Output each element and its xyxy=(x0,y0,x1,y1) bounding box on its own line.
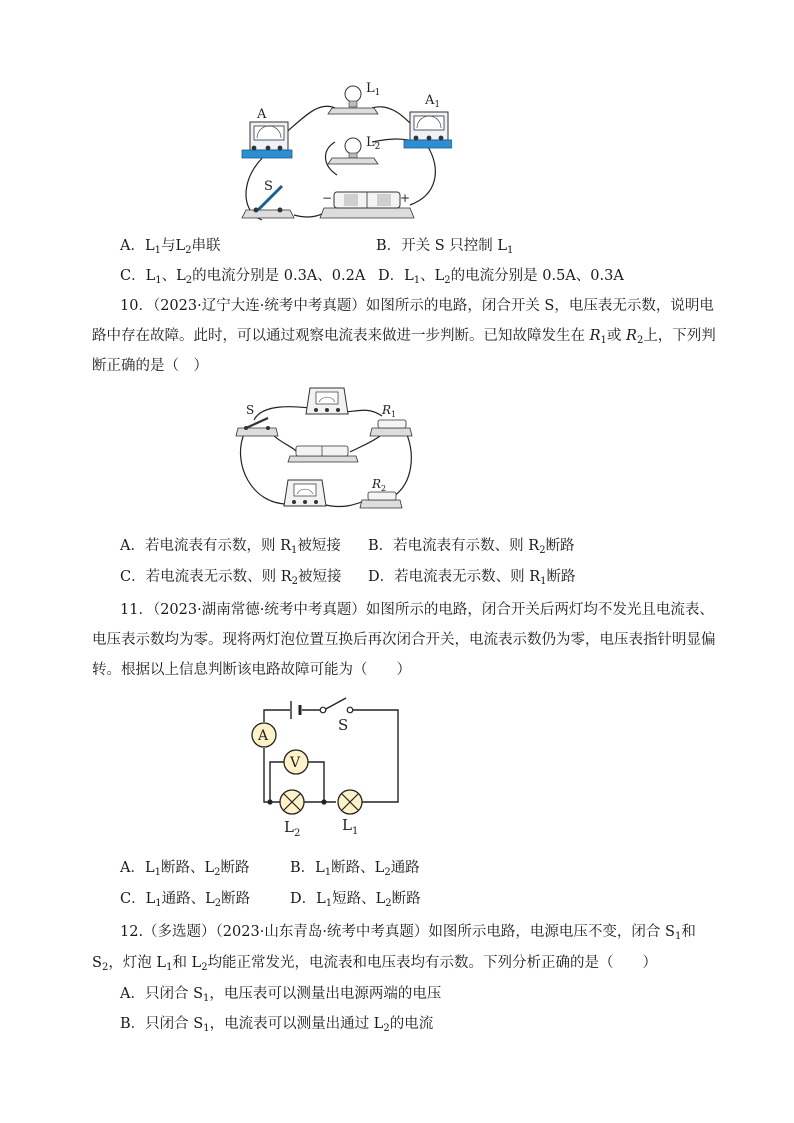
q10-stem-line2: 路中存在故障。此时，可以通过观察电流表来做进一步判断。已知故障发生在 $R_1$或 $R_2$上，下列判 xyxy=(92,328,716,346)
voltmeter-icon xyxy=(306,388,348,414)
svg-text:L2: $L_2$ xyxy=(284,818,301,839)
ammeter-icon xyxy=(284,480,326,506)
svg-text:A1: $A_1$ xyxy=(425,93,441,110)
q11-stem-line1: 11．（2023·湖南常德·统考中考真题）如图所示的电路，闭合开关后两灯均不发光且电流表、 xyxy=(120,602,714,618)
label-L2: L xyxy=(366,135,375,150)
q9-option-a[interactable]: A．$L_1$与$L_2$串联 xyxy=(120,238,221,256)
label-A1: A xyxy=(425,93,435,108)
circuit-schematic-q11 xyxy=(244,696,408,840)
q10-option-c[interactable]: C．若电流表无示数、则 $R_2$被短接 xyxy=(120,569,342,587)
q10-option-b[interactable]: B．若电流表有示数、则 $R_2$断路 xyxy=(368,538,575,556)
q11-option-c[interactable]: C．$L_1$通路、$L_2$断路 xyxy=(120,891,251,909)
label-L2: L xyxy=(284,818,294,836)
q9-option-b[interactable]: B．开关 S 只控制 $L_1$ xyxy=(376,238,514,256)
svg-text:R1: $R_1$ xyxy=(382,403,397,419)
svg-text:R2: $R_2$ xyxy=(372,477,387,493)
q10-stem-line1: 10．（2023·辽宁大连·统考中考真题）如图所示的电路，闭合开关 S，电压表无示数，说明电 xyxy=(120,298,714,314)
ammeter-a-icon xyxy=(242,122,292,158)
ammeter-label: A xyxy=(258,728,269,744)
q10-option-d[interactable]: D．若电流表无示数、则 $R_1$断路 xyxy=(368,569,576,587)
label-R1: R xyxy=(382,403,392,417)
q12-stem-line2: $S_2$，灯泡 $L_1$和 $L_2$均能正常发光，电流表和电压表均有示数。下列分析正确的是（ ） xyxy=(92,955,658,973)
battery-icon xyxy=(288,446,358,462)
q12-stem-line1: 12.（多选题）（2023·山东青岛·统考中考真题）如图所示电路，电源电压不变，闭合 $S_1$和 xyxy=(120,924,696,942)
label-L1: L xyxy=(366,81,375,96)
voltmeter-label: V xyxy=(290,755,301,771)
q11-option-d[interactable]: D．$L_1$短路、$L_2$断路 xyxy=(290,891,421,909)
svg-text:L1: $L_1$ xyxy=(366,81,381,98)
label-L1: L xyxy=(342,816,352,834)
label-S: S xyxy=(338,716,349,734)
label-A: A xyxy=(257,107,267,122)
q9-option-c[interactable]: C．$L_1$、$L_2$的电流分别是 0.3A、0.2A xyxy=(120,268,366,286)
label-minus: − xyxy=(322,191,333,205)
q12-option-a[interactable]: A．只闭合 $S_1$，电压表可以测量出电源两端的电压 xyxy=(120,986,442,1004)
label-R2: R xyxy=(372,477,382,491)
label-S: S xyxy=(264,179,273,194)
bulb-l2-icon xyxy=(280,790,304,814)
q11-option-a[interactable]: A．$L_1$断路、$L_2$断路 xyxy=(120,860,250,878)
q12-option-b[interactable]: B．只闭合 $S_1$，电流表可以测量出通过 $L_2$的电流 xyxy=(120,1016,434,1034)
q9-option-d[interactable]: D．$L_1$、$L_2$的电流分别是 0.5A、0.3A xyxy=(378,268,624,286)
svg-text:L1: $L_1$ xyxy=(342,816,359,837)
q10-stem-line3: 断正确的是（ ） xyxy=(92,358,208,374)
svg-text:L2: $L_2$ xyxy=(366,135,381,152)
bulb-l1-icon xyxy=(338,790,362,814)
resistor-r1-icon xyxy=(370,420,412,436)
q10-option-a[interactable]: A．若电流表有示数，则 $R_1$被短接 xyxy=(120,538,341,556)
q11-stem-line2: 电压表示数均为零。现将两灯泡位置互换后再次闭合开关，电流表示数仍为零，电压表指针明显偏 xyxy=(92,632,716,648)
circuit-figure-q9 xyxy=(232,80,452,226)
resistor-r2-icon xyxy=(360,492,402,508)
label-plus: + xyxy=(400,191,411,205)
circuit-figure-q10 xyxy=(232,384,422,522)
ammeter-a1-icon xyxy=(404,112,452,148)
label-S: S xyxy=(246,403,255,417)
switch-s-icon xyxy=(236,418,278,436)
q11-stem-line3: 转。根据以上信息判断该电路故障可能为（ ） xyxy=(92,662,411,678)
q11-option-b[interactable]: B．$L_1$断路、$L_2$通路 xyxy=(290,860,420,878)
